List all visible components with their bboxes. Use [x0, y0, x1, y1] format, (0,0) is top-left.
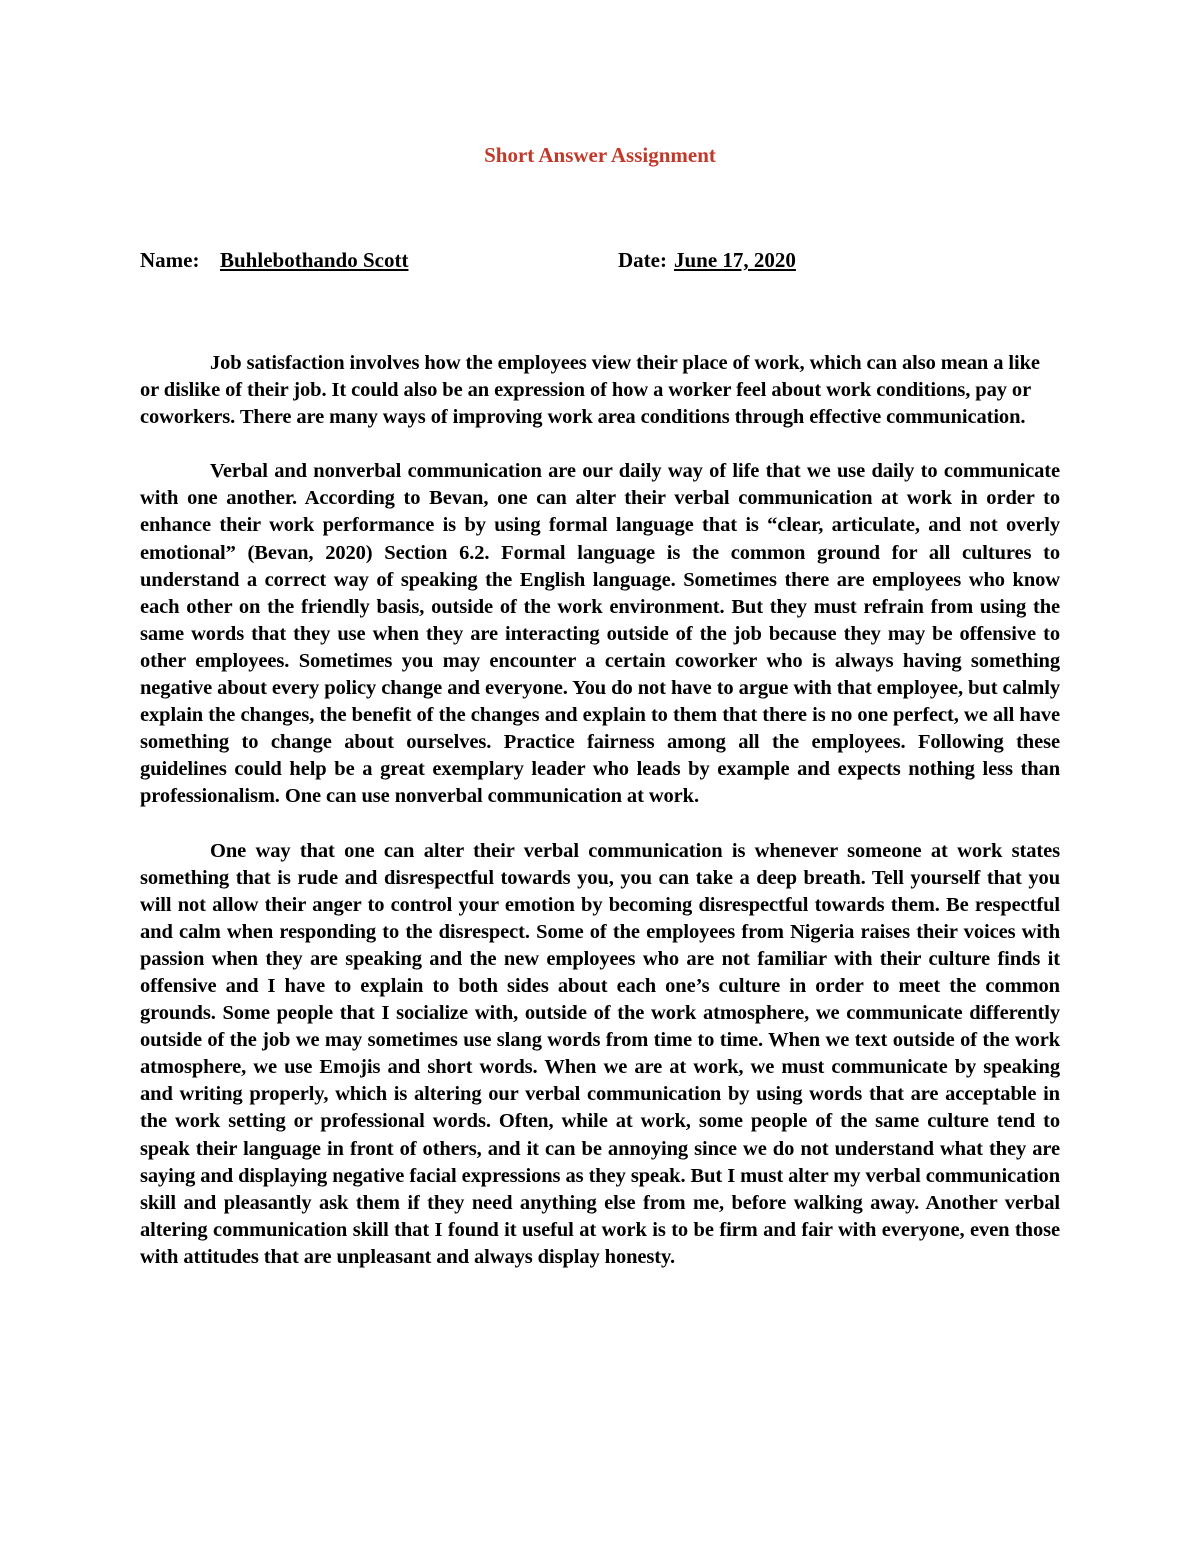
date-label: Date:	[618, 248, 667, 272]
paragraph-2: Verbal and nonverbal communication are our daily way of life that we use daily to communicate with one another. According to Bevan, one can alter their verbal communication at work in order to enhance their work performance is by using formal language that is “clear, articulate, and not overly emotional” (Bevan, 2020) Section 6.2. Formal language is the common ground for all cultures to understand a correct way of speaking the English language. Sometimes there are employees who know each other on the friendly basis, outside of the work environment. But they must refrain from using the same words that they use when they are interacting outside of the job because they may be offensive to other employees. Sometimes you may encounter a certain coworker who is always having something negative about every policy change and everyone. You do not have to argue with that employee, but calmly explain the changes, the benefit of the changes and explain to them that there is no one perfect, we all have something to change about ourselves. Practice fairness among all the employees. Following these guidelines could help be a great exemplary leader who leads by example and expects nothing less than professionalism. One can use nonverbal communication at work.	[140, 460, 1060, 808]
paragraph-1: Job satisfaction involves how the employees view their place of work, which can also mean a like or dislike of their job. It could also be an expression of how a worker feel about work conditions, pay or coworkers. There are many ways of improving work area conditions through effective communication.	[140, 352, 1040, 429]
document-title: Short Answer Assignment	[484, 143, 716, 167]
name-value: Buhlebothando Scott	[220, 248, 409, 272]
paragraph-gap	[140, 431, 1060, 458]
document-meta-row	[140, 247, 1060, 275]
document-body	[140, 350, 1060, 1271]
name-label: Name:	[140, 248, 200, 272]
paragraph-3: One way that one can alter their verbal communication is whenever someone at work states something that is rude and disrespectful towards you, you can take a deep breath. Tell yourself that you will not allow their anger to control your emotion by becoming disrespectful towards them. Be respectful and calm when responding to the disrespect. Some of the employees from Nigeria raises their voices with passion when they are speaking and the new employees who are not familiar with their culture finds it offensive and I have to explain to both sides about each one’s culture in order to meet the common grounds. Some people that I socialize with, outside of the work atmosphere, we communicate differently outside of the job we may sometimes use slang words from time to time. When we text outside of the work atmosphere, we use Emojis and short words. When we are at work, we must communicate by speaking and writing properly, which is altering our verbal communication by using words that are acceptable in the work setting or professional words. Often, while at work, some people of the same culture tend to speak their language in front of others, and it can be annoying since we do not understand what they are saying and displaying negative facial expressions as they speak. But I must alter my verbal communication skill and pleasantly ask them if they need anything else from me, before walking away. Another verbal altering communication skill that I found it useful at work is to be firm and fair with everyone, even those with attitudes that are unpleasant and always display honesty.	[140, 839, 1060, 1268]
date-value: June 17, 2020	[674, 248, 796, 272]
paragraph-gap	[140, 811, 1060, 838]
